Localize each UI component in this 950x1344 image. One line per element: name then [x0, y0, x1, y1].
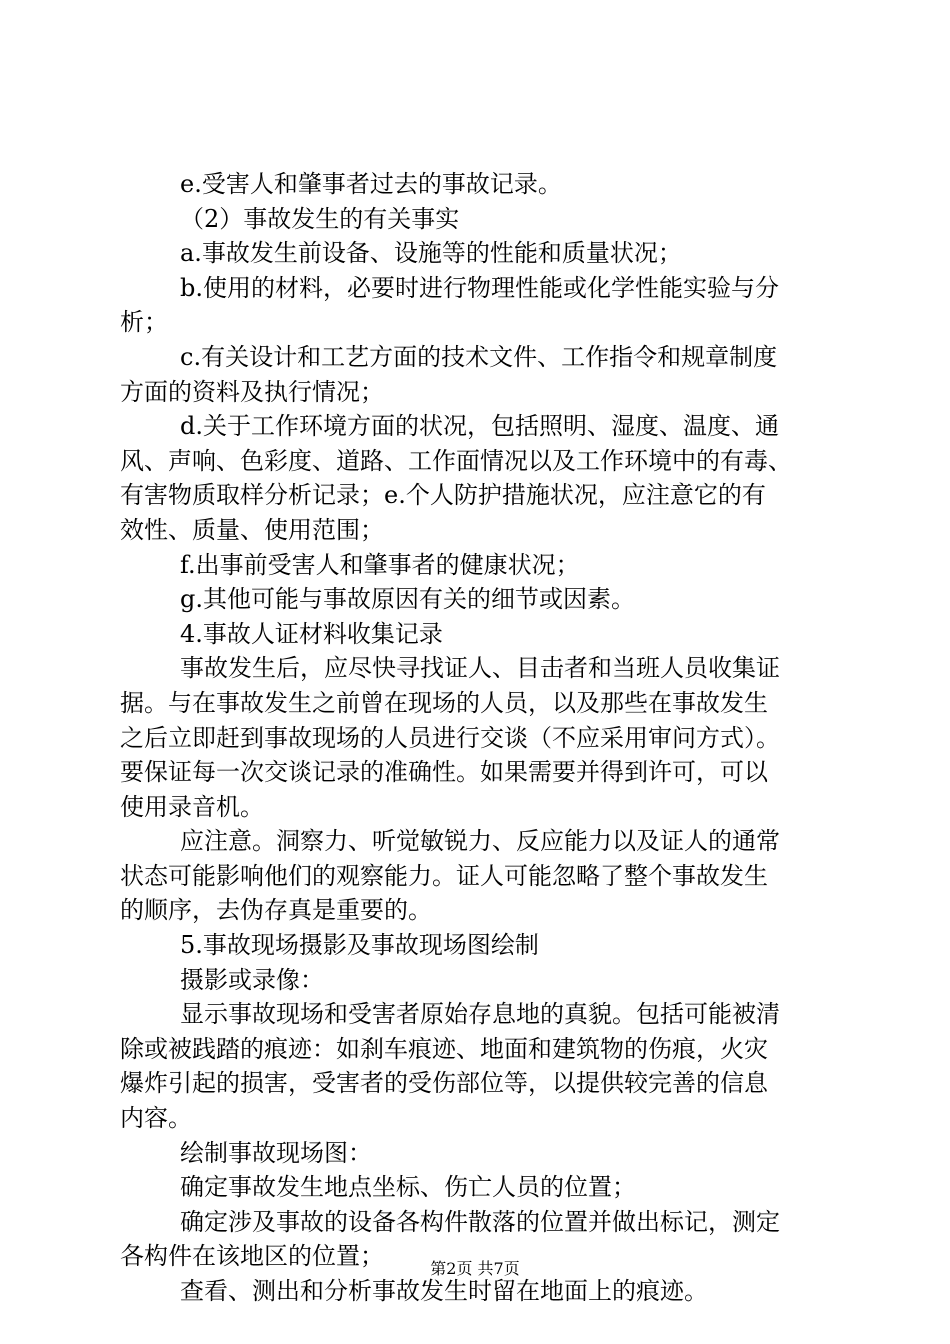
text-line: b.使用的材料，必要时进行物理性能或化学性能实验与分 [180, 273, 779, 302]
text-line: 之后立即赶到事故现场的人员进行交谈（不应采用审问方式）。 [120, 723, 780, 752]
section-heading: 4.事故人证材料收集记录 [180, 619, 443, 648]
text-line: 查看、测出和分析事故发生时留在地面上的痕迹。 [180, 1277, 708, 1305]
section-heading: 5.事故现场摄影及事故现场图绘制 [180, 931, 539, 960]
text-line: 析； [120, 308, 168, 337]
text-line: 显示事故现场和受害者原始存息地的真貌。包括可能被清 [180, 1000, 780, 1029]
text-line: 要保证每一次交谈记录的准确性。如果需要并得到许可，可以 [120, 758, 768, 787]
text-line: c.有关设计和工艺方面的技术文件、工作指令和规章制度 [180, 342, 778, 371]
text-line: 方面的资料及执行情况； [120, 377, 384, 406]
document-body [120, 167, 832, 1309]
text-line: 内容。 [120, 1104, 192, 1133]
text-line: 摄影或录像： [180, 965, 324, 994]
text-line: g.其他可能与事故原因有关的细节或因素。 [180, 585, 635, 614]
text-line: 应注意。洞察力、听觉敏锐力、反应能力以及证人的通常 [180, 827, 780, 856]
text-line: 据。与在事故发生之前曾在现场的人员，以及那些在事故发生 [120, 688, 768, 717]
text-line: d.关于工作环境方面的状况，包括照明、湿度、温度、通 [180, 412, 779, 441]
text-line: 爆炸引起的损害，受害者的受伤部位等，以提供较完善的信息 [120, 1069, 768, 1098]
text-line: 绘制事故现场图： [180, 1138, 372, 1167]
text-line: a.事故发生前设备、设施等的性能和质量状况； [180, 239, 682, 268]
text-line: 确定涉及事故的设备各构件散落的位置并做出标记，测定 [180, 1207, 780, 1236]
text-line: 确定事故发生地点坐标、伤亡人员的位置； [180, 1173, 636, 1202]
text-line: 使用录音机。 [120, 792, 264, 821]
page-number-footer: 第2页 共7页 [430, 1259, 520, 1278]
text-line: f.出事前受害人和肇事者的健康状况； [180, 550, 580, 579]
text-line: （2）事故发生的有关事实 [180, 204, 460, 233]
text-line: 效性、质量、使用范围； [120, 515, 384, 544]
text-line: 各构件在该地区的位置； [120, 1242, 384, 1271]
text-line: 除或被践踏的痕迹：如刹车痕迹、地面和建筑物的伤痕，火灾 [120, 1034, 768, 1063]
text-line: 事故发生后，应尽快寻找证人、目击者和当班人员收集证 [180, 654, 780, 683]
text-line: 有害物质取样分析记录；e.个人防护措施状况，应注意它的有 [120, 481, 766, 510]
text-line: 风、声响、色彩度、道路、工作面情况以及工作环境中的有毒、 [120, 446, 792, 475]
text-line: e.受害人和肇事者过去的事故记录。 [180, 170, 562, 198]
text-line: 的顺序，去伪存真是重要的。 [120, 896, 432, 925]
text-line: 状态可能影响他们的观察能力。证人可能忽略了整个事故发生 [120, 861, 768, 890]
